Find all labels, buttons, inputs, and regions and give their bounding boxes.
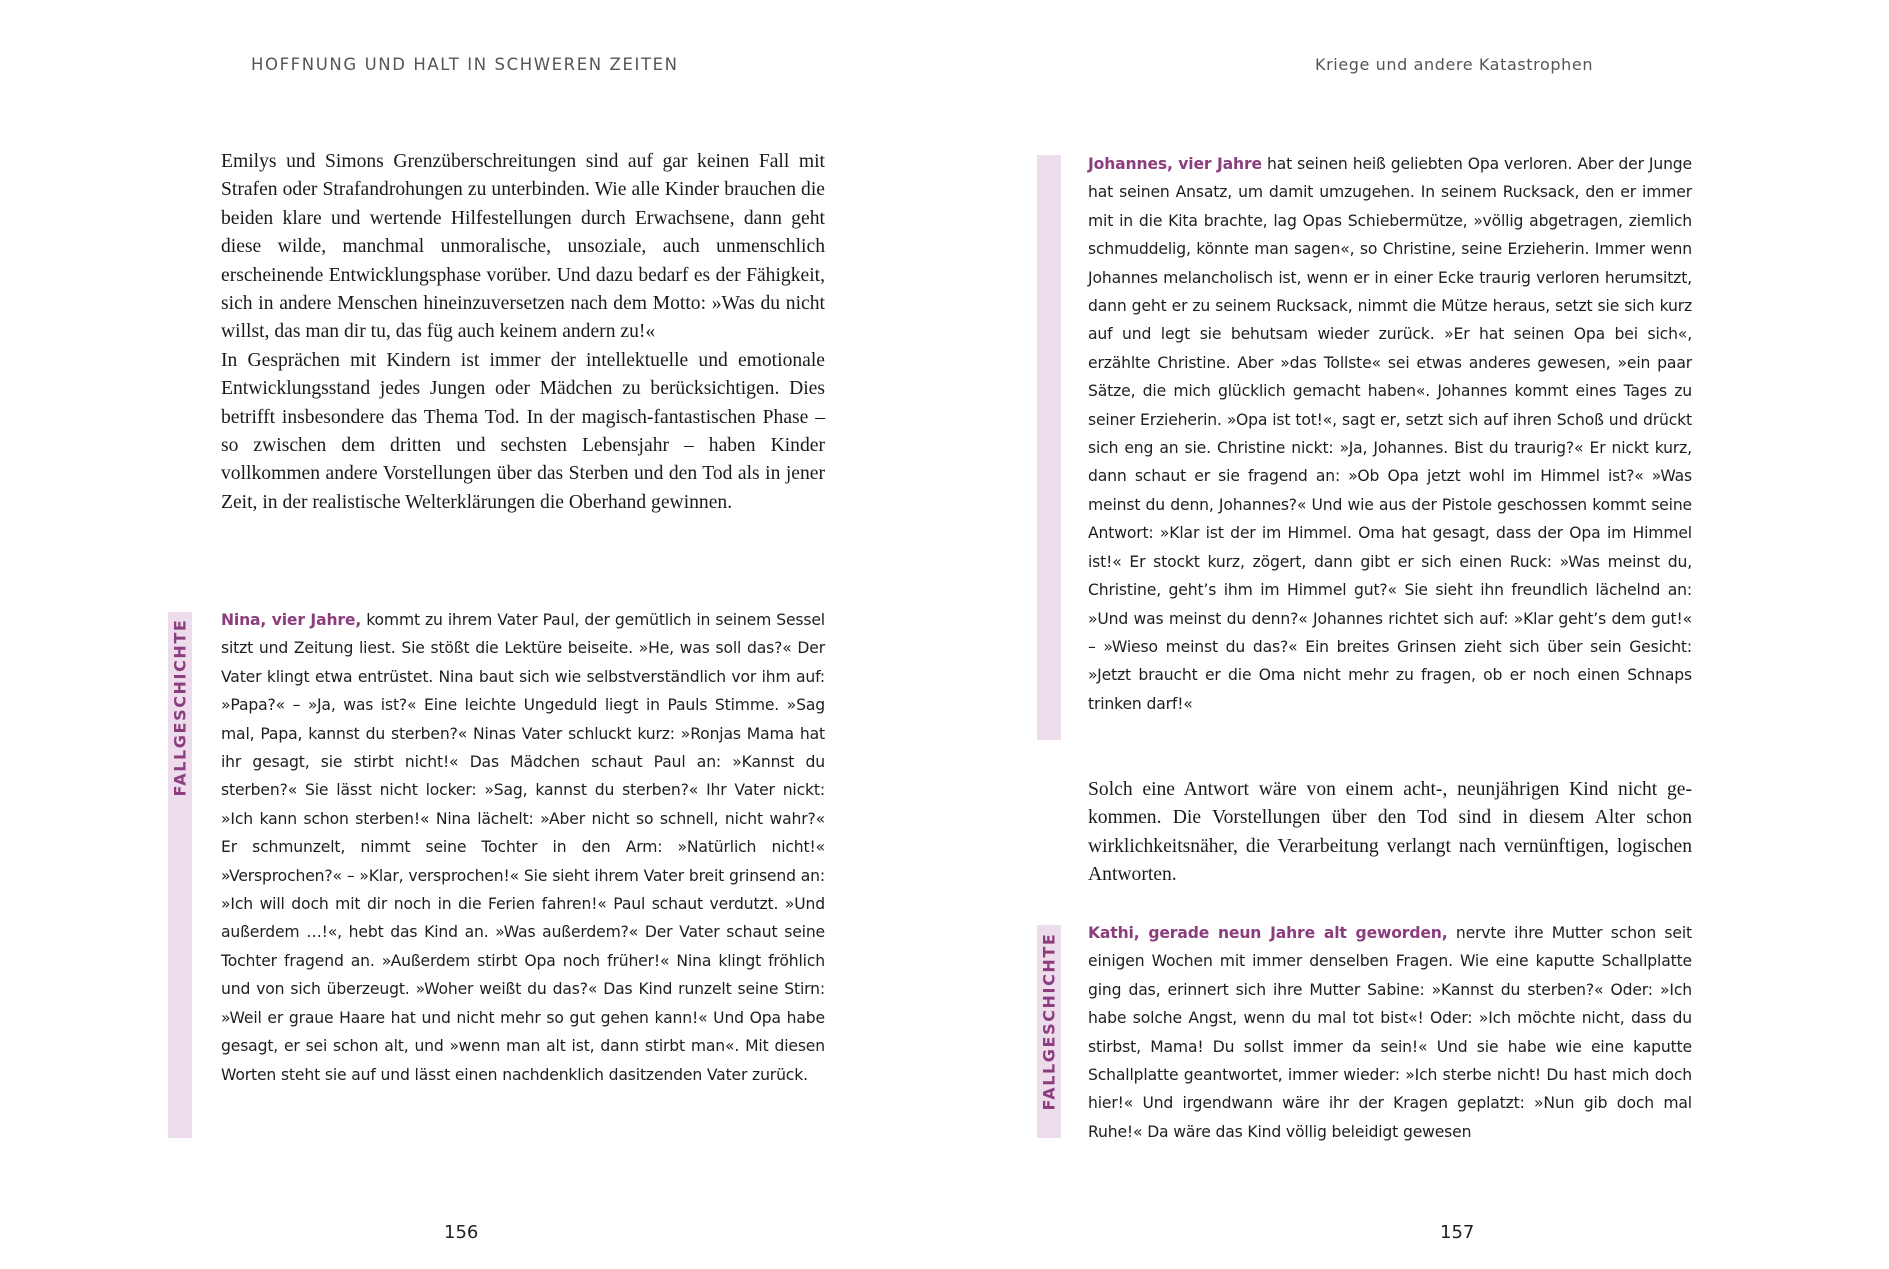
case-story-label: FALLGESCHICHTE <box>170 618 190 796</box>
case-story-nina <box>221 606 825 1089</box>
case-story-lead: Johannes, vier Jahre <box>1088 155 1262 173</box>
case-story-text: nervte ihre Mutter schon seit einigen Wochen mit immer denselben Fragen. Wie eine kaputte Schallplatte ging das, erinnert sich ihre Mutter Sabine: »Kannst du sterben?« Oder: »Ich habe solche Angst, wenn du mal tot bist«! Oder: »Ich möchte nicht, dass du stirbst, Mama! Du sollst immer da sein!« Und sie habe wie eine kaputte Schallplatte geantwortet, immer wieder: »Ich sterbe nicht! Du hast mich doch hier!« Und irgendwann wäre ihr der Kragen geplatzt: »Nun gib doch mal Ruhe!« Da wäre das Kind völlig beleidigt gewesen <box>1088 924 1692 1141</box>
left-page <box>0 0 944 1269</box>
case-story-text: kommt zu ihrem Vater Paul, der gemütlich in seinem Sessel sitzt und Zeitung liest. Sie stößt die Lektüre beiseite. »He, was soll das?« Der Vater klingt etwa entrüstet. Nina baut sich wie selbstverständlich vor ihm auf: »Papa?« – »Ja, was ist?« Eine leichte Ungeduld liegt in Pauls Stimme. »Sag mal, Papa, kannst du sterben?« Ninas Vater schluckt kurz: »Ronjas Mama hat ihr gesagt, sie stirbt nicht!« Das Mädchen schaut Paul an: »Kannst du sterben?« Sie lässt nicht locker: »Sag, kannst du sterben?« Ihr Vater nickt: »Ich kann schon sterben!« Nina lächelt: »Aber nicht so schnell, nicht wahr?« Er schmunzelt, nimmt seine Tochter in den Arm: »Natürlich nicht!« »Versprochen?« – »Klar, versprochen!« Sie sieht ihrem Vater breit grinsend an: »Ich will doch mit dir noch in die Ferien fahren!« Paul schaut verdutzt. »Und außerdem …!«, hebt das Kind an. »Was außerdem?« Der Vater schaut seine Tochter fragend an. »Außerdem stirbt Opa noch früher!« Nina klingt fröhlich und von sich überzeugt. »Woher weißt du das?« Das Kind runzelt seine Stirn: »Weil er graue Haare hat und nicht mehr so gut gehen kann!« Und Opa habe gesagt, er sei schon alt, und »wenn man alt ist, dann stirbt man«. Mit diesen Worten steht sie auf und lässt einen nachdenklich dasitzenden Vater zurück. <box>221 611 825 1084</box>
page-number-left: 156 <box>444 1222 479 1243</box>
case-story-label: FALLGESCHICHTE <box>1039 932 1059 1110</box>
case-story-sidebar-bar <box>1037 925 1061 1138</box>
case-story-kathi <box>1088 919 1692 1146</box>
running-head-left: HOFFNUNG UND HALT IN SCHWEREN ZEITEN <box>251 55 679 74</box>
running-head-right: Kriege und andere Katastrophen <box>1315 55 1594 74</box>
paragraph: Emilys und Simons Grenzüberschreitungen sind auf gar keinen Fall mit Strafen oder Strafandrohungen zu unterbinden. Wie alle Kinder brauchen die beiden klare und wertende Hilfestellungen durch Erwachsene, dann geht diese wilde, manchmal unmoralische, unsoziale, auch unmenschlich erscheinende Entwicklungsphase vorüber. Und dazu bedarf es der Fähigkeit, sich in andere Menschen hineinzuversetzen nach dem Motto: »Was du nicht willst, das man dir tu, das füg auch keinem andern zu!« <box>221 151 825 343</box>
paragraph: In Gesprächen mit Kindern ist immer der intellektuelle und emotionale Entwicklungsstand jedes Jungen oder Mädchen zu berücksichtigen. Dies betrifft insbesondere das Thema Tod. In der magisch-fantastischen Phase – so zwischen dem dritten und sechsten Lebensjahr – haben Kinder vollkommen andere Vorstellungen über das Sterben und den Tod als in jener Zeit, in der realistische Welterklärungen die Oberhand gewinnen. <box>221 349 825 513</box>
body-text-left <box>221 148 825 517</box>
case-story-text: hat seinen heiß geliebten Opa verloren. Aber der Junge hat seinen Ansatz, um damit umzugehen. In seinem Rucksack, den er immer mit in die Kita brachte, lag Opas Schiebermütze, »völlig abgetragen, ziemlich schmuddelig, könnte man sagen«, so Christine, seine Erzieherin. Immer wenn Johannes melancholisch ist, wenn er in einer Ecke traurig verloren herumsitzt, dann geht er zu seinem Rucksack, nimmt die Mütze heraus, setzt sie sich kurz auf und legt sie behutsam wieder zurück. »Er hat seinen Opa bei sich«, erzählte Christine. Aber »das Tollste« sei etwas anderes gewesen, »ein paar Sätze, die mich glücklich gemacht haben«. Johannes kommt eines Tages zu seiner Erzieherin. »Opa ist tot!«, sagt er, setzt sich auf ihren Schoß und drückt sich eng an sie. Christine nickt: »Ja, Johannes. Bist du traurig?« Er nickt kurz, dann schaut er sie fragend an: »Ob Opa jetzt wohl im Himmel ist?« »Was meinst du denn, Johannes?« Und wie aus der Pistole geschossen kommt seine Antwort: »Klar ist der im Himmel. Oma hat gesagt, dass der Opa im Himmel ist!« Er stockt kurz, zögert, dann gibt er sich einen Ruck: »Was meinst du, Christine, geht’s ihm im Himmel gut?« Sie sieht ihn freundlich lächelnd an: »Und was meinst du denn?« Johannes richtet sich auf: »Klar geht’s dem gut!« – »Wieso meinst du das?« Ein breites Grinsen zieht sich über sein Gesicht: »Jetzt braucht er die Oma nicht mehr zu fragen, ob er noch einen Schnaps trinken darf!« <box>1088 155 1692 713</box>
case-story-sidebar-bar <box>168 612 192 1138</box>
case-story-lead: Nina, vier Jahre, <box>221 611 362 629</box>
case-story-johannes <box>1088 150 1692 718</box>
page-number-right: 157 <box>1440 1222 1475 1243</box>
body-text-right <box>1088 776 1692 890</box>
case-story-lead: Kathi, gerade neun Jahre alt geworden, <box>1088 924 1448 942</box>
paragraph: Solch eine Antwort wäre von einem acht-, neunjährigen Kind nicht gekommen. Die Vorstellungen über den Tod sind in diesem Alter schon wirklichkeitsnäher, die Verarbeitung verlangt nach vernünftigen, logischen Antworten. <box>1088 779 1692 886</box>
case-story-sidebar-bar <box>1037 155 1061 740</box>
right-page <box>945 0 1889 1269</box>
